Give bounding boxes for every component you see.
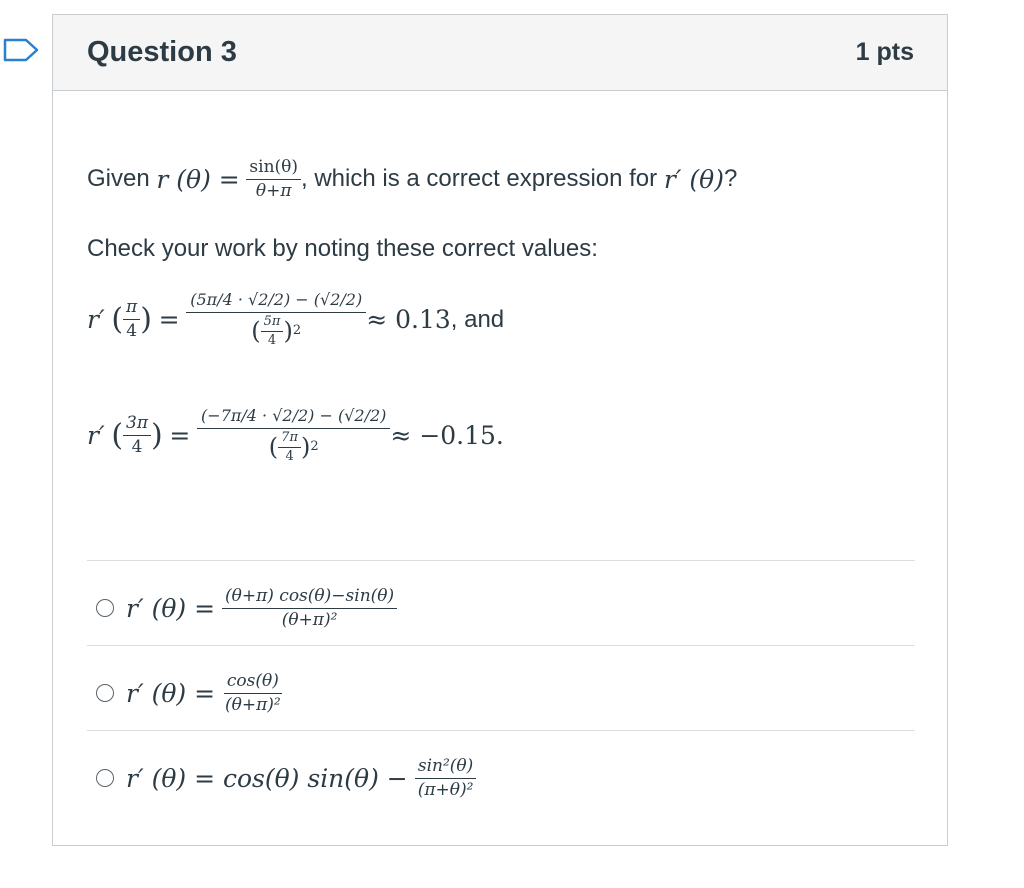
prompt-lhs: r (θ) = <box>156 164 240 194</box>
eq2-denominator: ( $\frac{7\pi}{4}$ ) 2 <box>268 429 319 464</box>
question-title: Question 3 <box>87 36 237 68</box>
answer-1-radio[interactable] <box>96 599 114 617</box>
eq2-den-num: 7π <box>278 431 301 448</box>
eq1-approx: ≈ 0.13 <box>366 305 451 335</box>
answer-option-1[interactable] <box>87 571 915 645</box>
question-card <box>52 14 948 846</box>
answer-divider <box>87 560 915 561</box>
answer-3-fraction <box>415 757 477 799</box>
eq1-den-den: 4 <box>267 332 277 348</box>
eq1-arg <box>123 298 140 340</box>
question-header <box>53 15 947 91</box>
answer-2-lhs: r′ (θ) = <box>126 678 216 708</box>
eq2-fraction <box>197 407 390 464</box>
eq1-arg-den: 4 <box>126 321 138 342</box>
answer-1-fraction <box>222 587 397 629</box>
eq1-numerator: (5π/4 · √2/2) − (√2/2) <box>186 291 366 313</box>
answer-option-2[interactable] <box>87 656 915 730</box>
eq1-lhs: r′ <box>87 305 105 335</box>
prompt-target: r′ (θ) <box>663 164 724 194</box>
prompt-fraction <box>246 158 301 200</box>
eq2-paren-open: ( <box>111 418 124 454</box>
eq1-den-num: 5π <box>261 315 284 332</box>
eq1-paren-open: ( <box>111 302 124 338</box>
eq1-equals: = <box>158 305 180 335</box>
answer-3-den: (π+θ)² <box>417 779 474 800</box>
eq2-arg-den: 4 <box>131 437 143 458</box>
answer-1-den: (θ+π)² <box>281 609 338 630</box>
eq2-den-den: 4 <box>285 448 294 464</box>
eq1-fraction <box>186 291 366 348</box>
answer-1-num: (θ+π) cos(θ)−sin(θ) <box>222 587 397 609</box>
check-text: Check your work by noting these correct values: <box>87 235 598 262</box>
eq2-arg-num: 3π <box>123 414 151 436</box>
question-points: 1 pts <box>855 38 914 66</box>
answer-2-expression <box>126 672 284 714</box>
eq1-arg-num: π <box>123 298 140 320</box>
answer-3-radio[interactable] <box>96 769 114 787</box>
answer-2-den: (θ+π)² <box>224 694 281 715</box>
answer-option-3[interactable] <box>87 741 915 815</box>
answer-3-expression <box>126 757 476 799</box>
prompt-rest: , which is a correct expression for <box>301 165 658 193</box>
answer-divider <box>87 645 915 646</box>
answer-1-expression <box>126 587 397 629</box>
answer-2-fraction <box>222 672 284 714</box>
answer-1-lhs: r′ (θ) = <box>126 593 216 623</box>
eq2-approx: ≈ −0.15. <box>390 421 504 451</box>
prompt-frac-num: sin(θ) <box>246 158 301 180</box>
eq2-equals: = <box>169 421 191 451</box>
prompt-qmark: ? <box>723 165 738 193</box>
answer-divider <box>87 730 915 731</box>
eq2-numerator: (−7π/4 · √2/2) − (√2/2) <box>197 407 390 429</box>
prompt-frac-den: θ+π <box>255 180 292 201</box>
eq2-paren-close: ) <box>151 418 163 454</box>
answer-3-num: sin²(θ) <box>415 757 476 779</box>
equation-2 <box>87 407 504 464</box>
question-prompt <box>87 158 737 200</box>
eq2-arg <box>123 414 151 456</box>
equation-1 <box>87 291 504 348</box>
eq1-tail: , and <box>450 305 505 333</box>
flag-question-icon[interactable] <box>2 38 40 62</box>
answer-3-lhs: r′ (θ) = cos(θ) sin(θ) − <box>126 763 408 793</box>
eq1-denominator: ( $\frac{5\pi}{4}$ ) 2 <box>251 313 302 348</box>
answer-2-radio[interactable] <box>96 684 114 702</box>
answer-2-num: cos(θ) <box>224 672 282 694</box>
eq1-paren-close: ) <box>140 302 152 338</box>
eq2-lhs: r′ <box>87 421 105 451</box>
prompt-given: Given <box>87 165 150 193</box>
